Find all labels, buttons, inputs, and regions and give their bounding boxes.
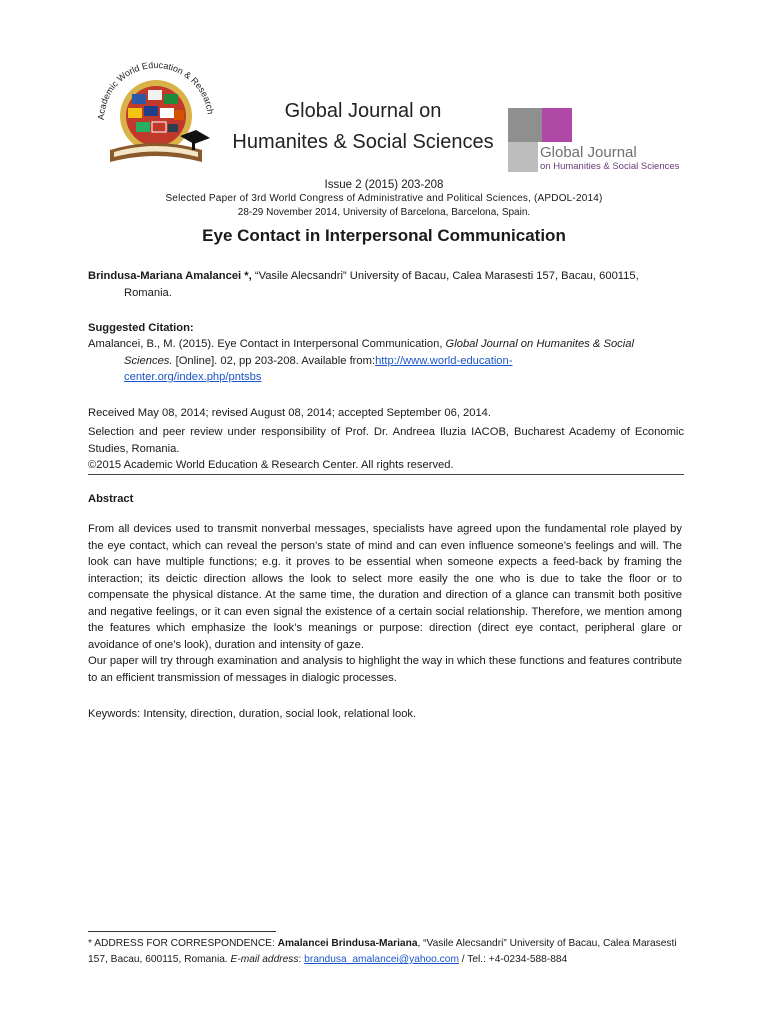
- footnote-email-label: E-mail address: [230, 954, 299, 965]
- citation-body: [88, 336, 684, 386]
- received-dates: Received May 08, 2014; revised August 08, 2014; accepted September 06, 2014.: [88, 407, 492, 419]
- abstract-heading: Abstract: [88, 493, 134, 505]
- copyright-text: ©2015 Academic World Education & Research Center. All rights reserved.: [88, 459, 454, 471]
- abstract-body: [88, 521, 682, 686]
- abstract-paragraph-2: Our paper will try through examination and analysis to highlight the way in which these functions and features contribute to an efficient transmission of messages in dialogic processes.: [88, 655, 682, 684]
- citation-journal: Global Journal on Humanites & Social: [445, 338, 634, 350]
- global-journal-logo: [508, 108, 708, 180]
- logo-ring-text: Academic World Education & Research: [95, 59, 216, 121]
- footnote-tel: / Tel.: +4-0234-588-884: [458, 954, 568, 965]
- congress-line: Selected Paper of 3rd World Congress of Administrative and Political Sciences, (APDOL-2014): [165, 193, 603, 204]
- logo-square-gray: [508, 108, 542, 142]
- author-affiliation: “Vasile Alecsandri” University of Bacau, Calea Marasesti 157, Bacau, 600115,: [251, 270, 639, 282]
- citation-text-1: Amalancei, B., M. (2015). Eye Contact in Interpersonal Communication,: [88, 338, 446, 350]
- footnote-name: Amalancei Brindusa-Mariana: [277, 938, 418, 949]
- citation-heading: Suggested Citation:: [88, 322, 194, 334]
- issue-line: Issue 2 (2015) 203-208: [324, 179, 444, 191]
- citation-text-2: [Online]. 02, pp 203-208. Available from:: [172, 354, 376, 367]
- footnote-rule: [88, 931, 276, 932]
- citation-journal-cont: Sciences.: [124, 354, 173, 367]
- author-name: Brindusa-Mariana Amalancei *,: [88, 270, 252, 282]
- journal-title-line2: Humanites & Social Sciences: [232, 131, 494, 153]
- section-divider: [88, 474, 684, 475]
- keywords: Keywords: Intensity, direction, duration, social look, relational look.: [88, 708, 417, 720]
- footnote-email-link[interactable]: brandusa_amalancei@yahoo.com: [304, 954, 459, 965]
- paper-title: Eye Contact in Interpersonal Communication: [202, 226, 566, 245]
- selection-block: [88, 424, 684, 474]
- journal-title: [228, 96, 498, 158]
- logo-text-sub: on Humanities & Social Sciences: [540, 161, 680, 172]
- logo-text-main: Global Journal: [540, 144, 637, 161]
- journal-title-line1: Global Journal on: [284, 100, 442, 122]
- footnote-address: , “Vasile Alecsandri” University of Bacau, Calea Marasesti 157, Bacau, 600115, Romania.: [88, 938, 677, 965]
- citation-link-2[interactable]: center.org/index.php/pntsbs: [124, 371, 262, 383]
- author-affiliation-cont: Romania.: [124, 286, 172, 299]
- footnote: [88, 936, 688, 968]
- citation-link-1[interactable]: http://www.world-education-: [375, 354, 513, 367]
- footnote-prefix: * ADDRESS FOR CORRESPONDENCE:: [88, 938, 278, 949]
- footnote-email-sep: :: [298, 954, 305, 965]
- citation-line2: [88, 353, 684, 370]
- abstract-paragraph-1: From all devices used to transmit nonverbal messages, specialists have agreed upon the fundamental role played by the eye contact, which can reveal the person’s state of mind and can even influence someone’s feelings and will. The look can have multiple functions; e.g. it proves to be essential when someone expects a feed-back by framing the interaction; its deictic direction allows the look to select more easily the one who is due to take the floor or to compensate the physical distance. At the same time, the duration and direction of a glance can transmit both positive and negative feelings, or it can even signal the existence of a certain social relationship. Therefore, we mention among the features which emphasize the look’s meanings or purpose: direction (direct eye contact, peripheral glare or avoidance of one’s look), duration and intensity of gaze.: [88, 523, 682, 651]
- logo-square-purple: [542, 108, 572, 142]
- selection-text: Selection and peer review under responsibility of Prof. Dr. Andreea Iluzia IACOB, Bucharest Academy of Economic Studies, Romania.: [88, 426, 684, 455]
- academic-world-logo: [92, 58, 220, 178]
- logo-square-lightgray: [508, 142, 538, 172]
- author-block: [88, 268, 688, 301]
- dates-line: 28-29 November 2014, University of Barcelona, Barcelona, Spain.: [237, 207, 531, 218]
